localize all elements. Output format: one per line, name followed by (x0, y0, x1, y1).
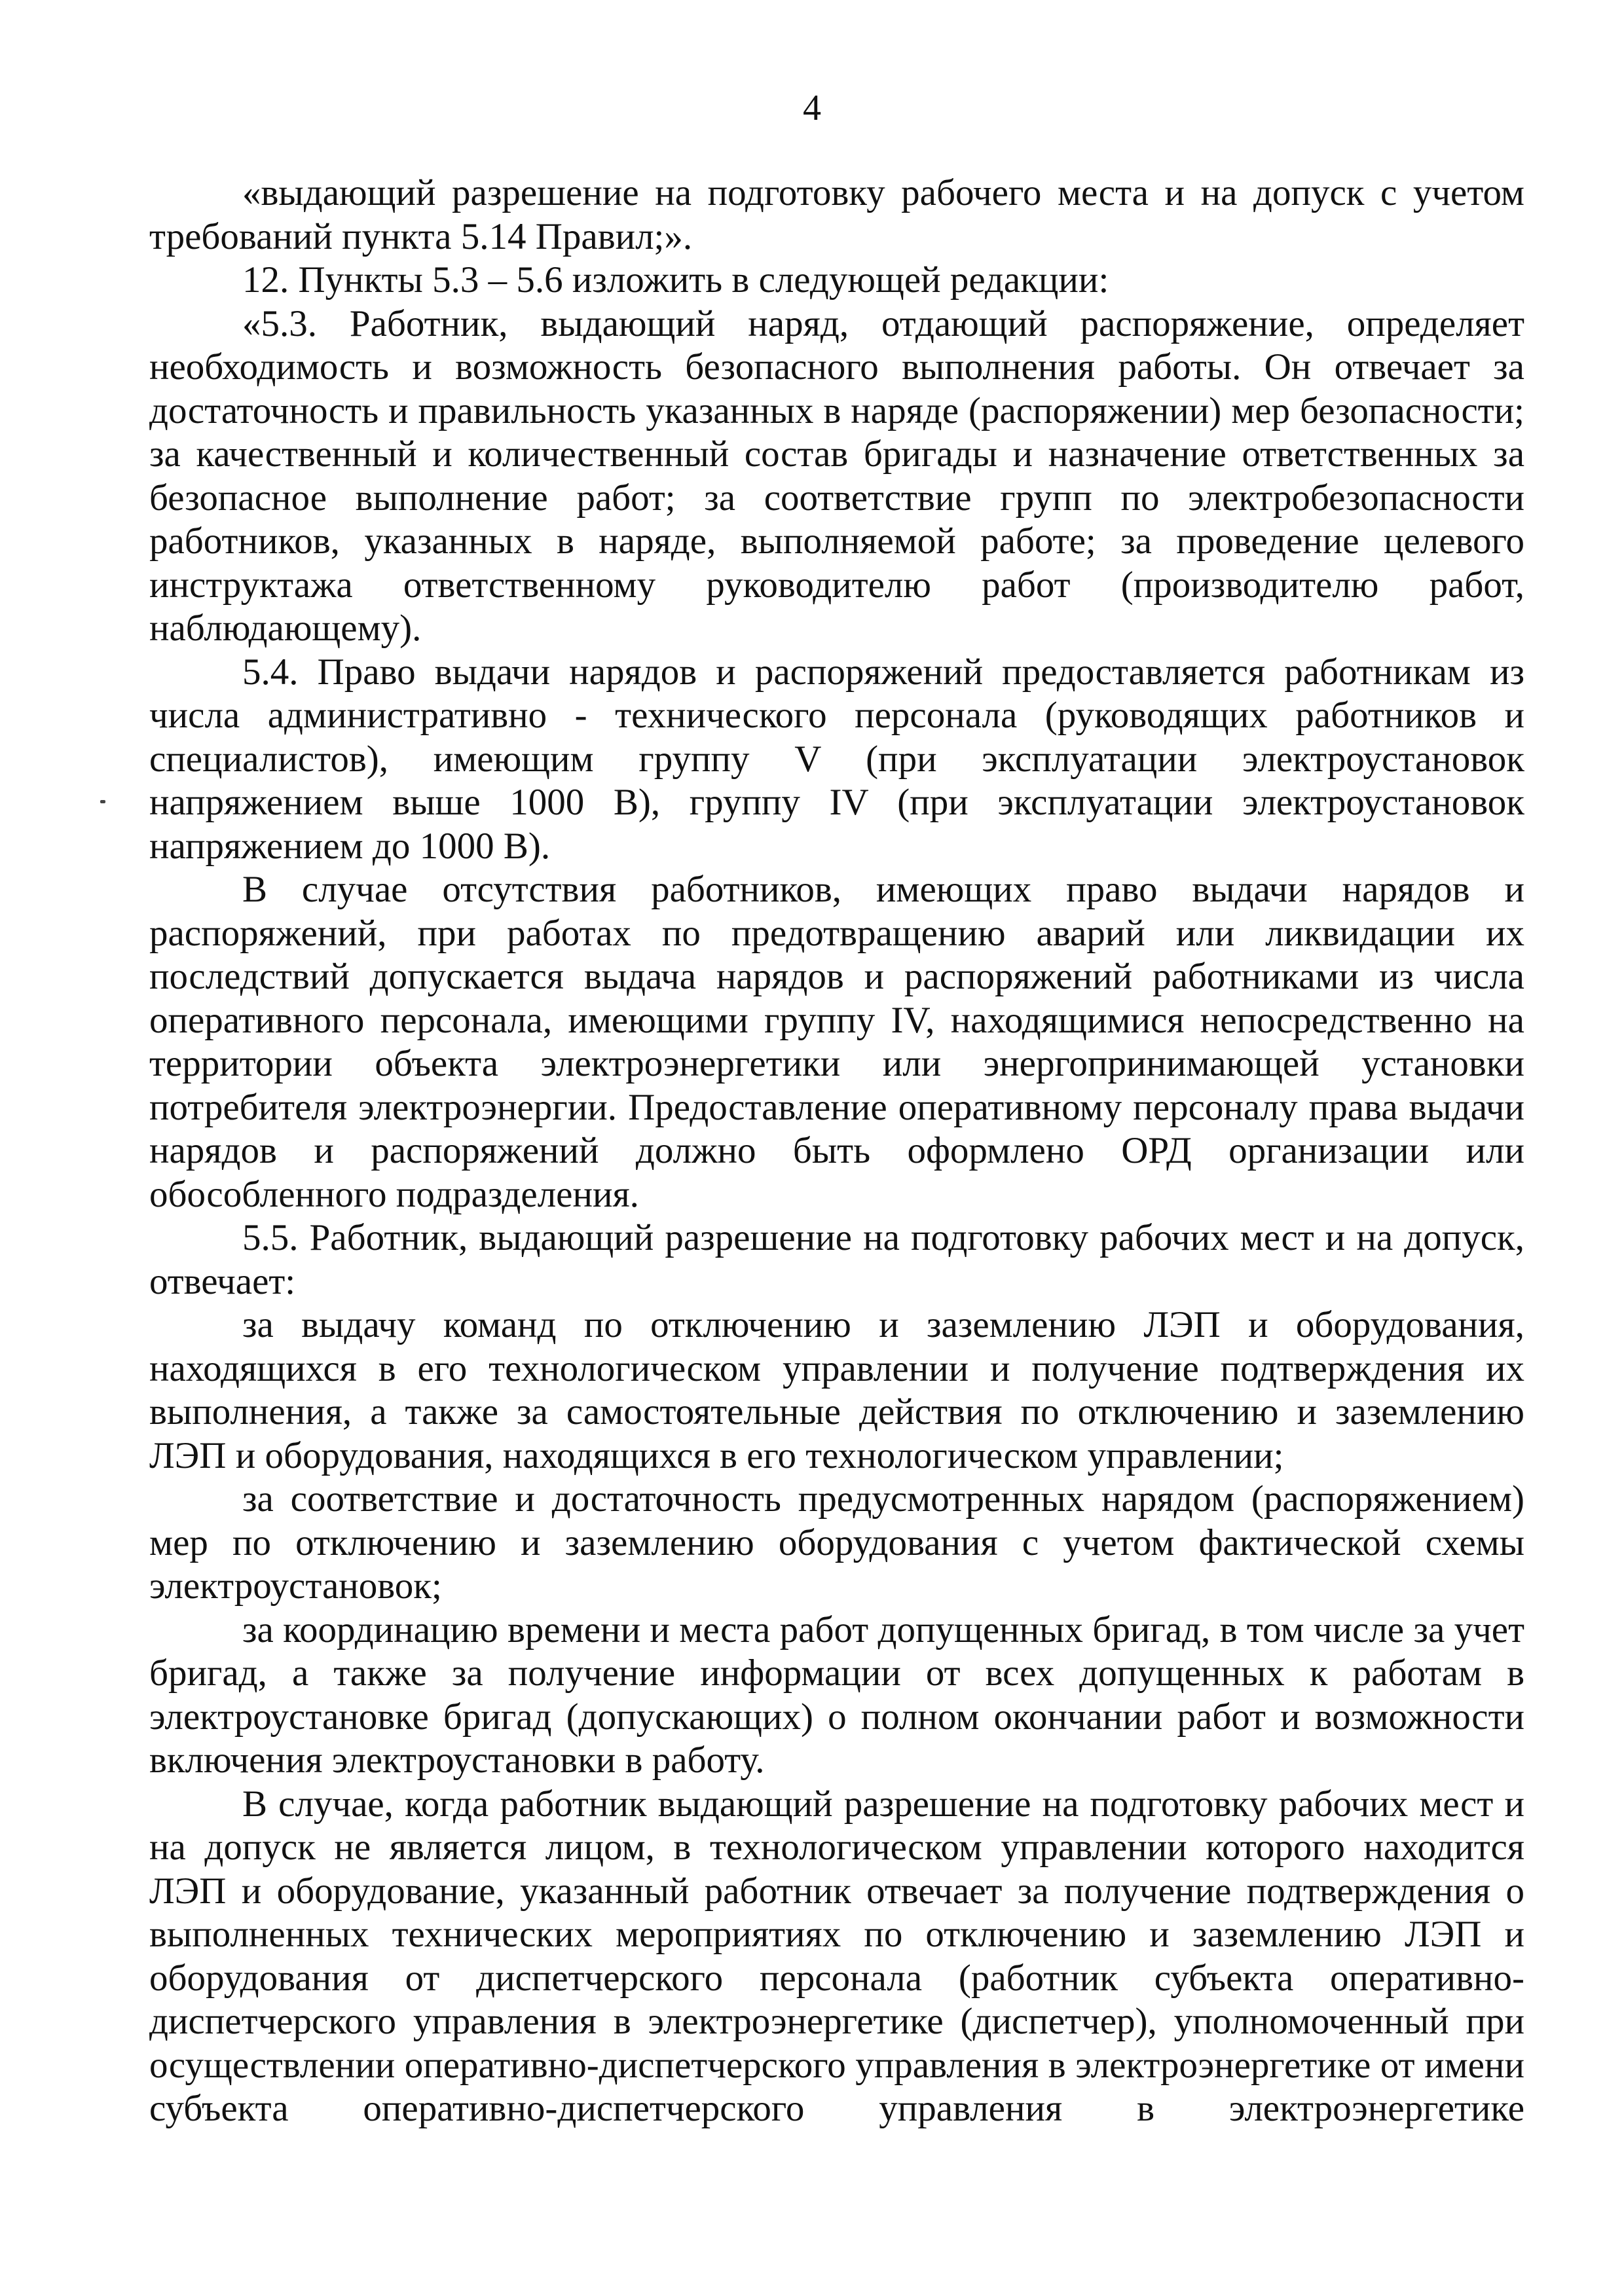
paragraph-continuation: «выдающий разрешение на подготовку рабочего места и на допуск с учетом требований пункта 5.14 Правил;». (149, 172, 1524, 257)
paragraph-5-5-commands: за выдачу команд по отключению и заземлению ЛЭП и оборудования, находящихся в его технологическом управлении и получение подтверждения их выполнения, а также за самостоятельные действия по отключению и заземлению ЛЭП и оборудования, находящихся в его технологическом управлении; (149, 1304, 1524, 1476)
paragraph-5-5-dispatcher: В случае, когда работник выдающий разрешение на подготовку рабочих мест и на допуск не является лицом, в технологическом управлении которого находится ЛЭП и оборудование, указанный работник отвечает за получение подтверждения о выполненных технических мероприятиях по отключению и заземлению ЛЭП и оборудования от диспетчерского персонала (работник субъекта оперативно-диспетчерского управления в электроэнергетике (диспетчер), уполномоченный при осуществлении оперативно-диспетчерского управления в электроэнергетике от имени субъекта оперативно-диспетчерского управления в электроэнергетике (149, 1783, 1524, 2129)
paragraph-5-5: 5.5. Работник, выдающий разрешение на подготовку рабочих мест и на допуск, отвечает: (149, 1217, 1524, 1302)
paragraph-item-12: 12. Пункты 5.3 – 5.6 изложить в следующей редакции: (242, 259, 1109, 301)
paragraph-5-3: «5.3. Работник, выдающий наряд, отдающий распоряжение, определяет необходимость и возможность безопасного выполнения работы. Он отвечает за достаточность и правильность указанных в наряде (распоряжении) мер безопасности; за качественный и количественный состав бригады и назначение ответственных за безопасное выполнение работ; за соответствие групп по электробезопасности работников, указанных в наряде, выполняемой работе; за проведение целевого инструктажа ответственному руководителю работ (производителю работ, наблюдающему). (149, 302, 1524, 649)
paragraph-5-5-coordination: за координацию времени и места работ допущенных бригад, в том числе за учет бригад, а также за получение информации от всех допущенных к работам в электроустановке бригад (допускающих) о полном окончании работ и возможности включения электроустановки в работу. (149, 1609, 1524, 1781)
paragraph-5-5-measures: за соответствие и достаточность предусмотренных нарядом (распоряжением) мер по отключению и заземлению оборудования с учетом фактической схемы электроустановок; (149, 1478, 1524, 1607)
document-body (149, 172, 1524, 2131)
paragraph-5-4: 5.4. Право выдачи нарядов и распоряжений предоставляется работникам из числа административно - технического персонала (руководящих работников и специалистов), имеющим группу V (при эксплуатации электроустановок напряжением выше 1000 В), группу IV (при эксплуатации электроустановок напряжением до 1000 В). (149, 651, 1524, 867)
paragraph-5-4-exception: В случае отсутствия работников, имеющих право выдачи нарядов и распоряжений, при работах по предотвращению аварий или ликвидации их последствий допускается выдача нарядов и распоряжений работниками из числа оперативного персонала, имеющими группу IV, находящимися непосредственно на территории объекта электроэнергетики или энергопринимающей установки потребителя электроэнергии. Предоставление оперативному персоналу права выдачи нарядов и распоряжений должно быть оформлено ОРД организации или обособленного подразделения. (149, 869, 1524, 1215)
scan-speck (100, 800, 105, 803)
page-number: 4 (803, 88, 821, 128)
